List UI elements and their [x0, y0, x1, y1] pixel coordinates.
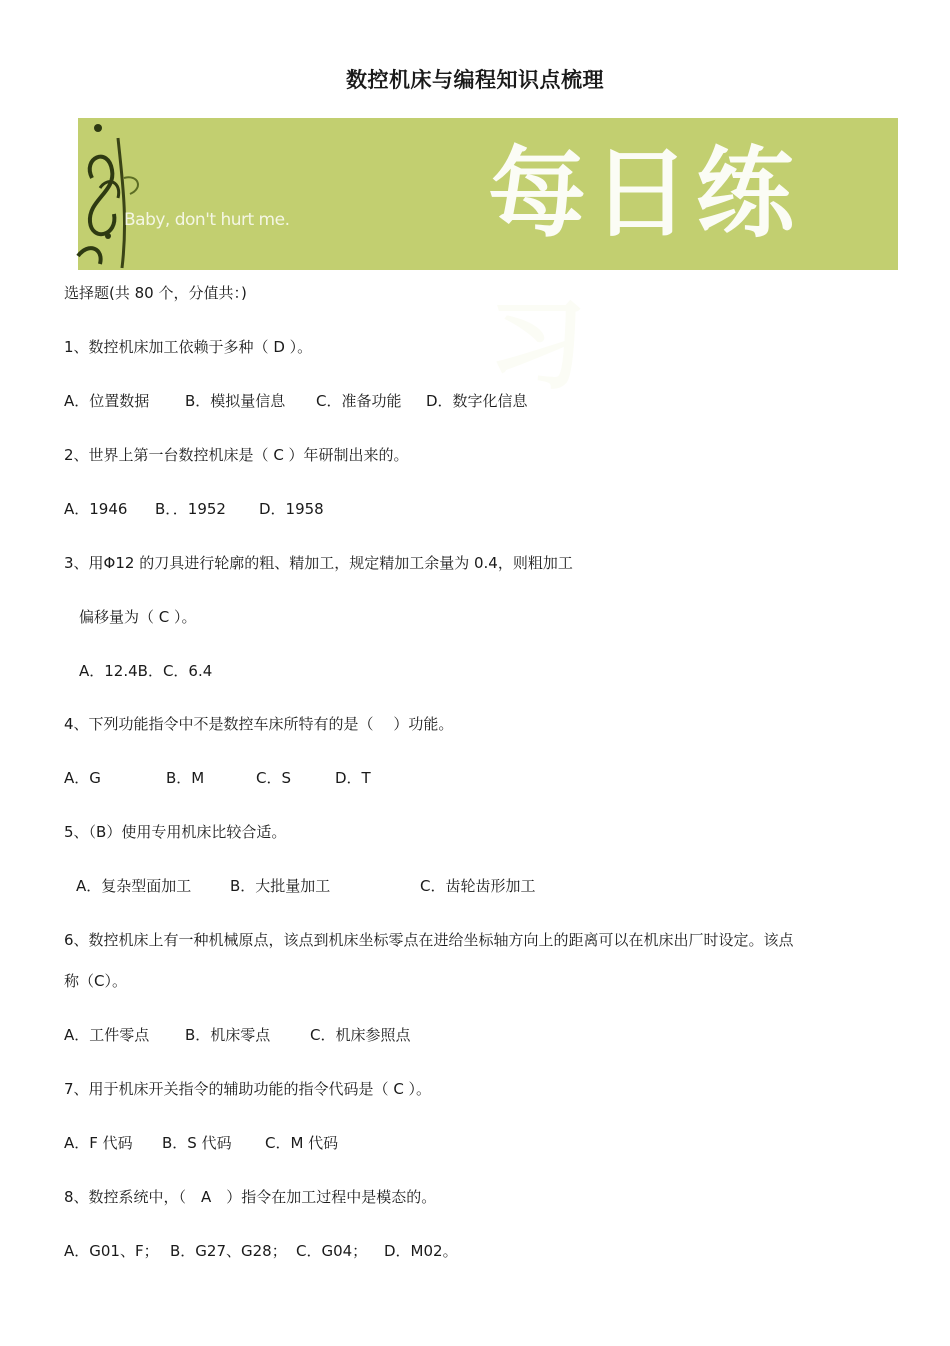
question-6-continued: 称（C）。: [64, 972, 127, 990]
q6-option-c: C．机床参照点: [310, 1026, 411, 1044]
q3-options: A．12.4B．C．6.4: [79, 662, 213, 680]
q6-option-a: A．工件零点: [64, 1026, 150, 1044]
q1-option-b: B．模拟量信息: [185, 392, 286, 410]
q2-option-d: D．1958: [259, 500, 324, 518]
q7-option-a: A．F 代码: [64, 1134, 133, 1152]
q1-option-a: A．位置数据: [64, 392, 150, 410]
question-2: 2、世界上第一台数控机床是（ C ）年研制出来的。: [64, 446, 409, 464]
banner-caption: Baby, don't hurt me.: [124, 210, 290, 230]
q5-option-c: C．齿轮齿形加工: [420, 877, 536, 895]
q5-option-a: A．复杂型面加工: [76, 877, 192, 895]
q6-option-b: B．机床零点: [185, 1026, 271, 1044]
question-1: 1、数控机床加工依赖于多种（ D ）。: [64, 338, 313, 356]
q4-option-c: C．S: [256, 769, 291, 787]
q8-option-b: B．G27、G28；: [170, 1242, 287, 1260]
q4-option-b: B．M: [166, 769, 205, 787]
question-5: 5、（B）使用专用机床比较合适。: [64, 823, 287, 841]
q8-option-d: D．M02。: [384, 1242, 458, 1260]
question-4: 4、下列功能指令中不是数控车床所特有的是（ ）功能。: [64, 715, 454, 733]
q2-option-a: A．1946: [64, 500, 128, 518]
q1-option-c: C．准备功能: [316, 392, 402, 410]
question-7: 7、用于机床开关指令的辅助功能的指令代码是（ C ）。: [64, 1080, 432, 1098]
question-3: 3、用Φ12 的刀具进行轮廓的粗、精加工，规定精加工余量为 0.4，则粗加工: [64, 554, 573, 572]
banner-headline: 每日练习: [488, 137, 801, 403]
q2-option-b: B．．1952: [155, 500, 226, 518]
question-3-continued: 偏移量为（ C ）。: [79, 608, 197, 626]
q7-option-b: B．S 代码: [162, 1134, 232, 1152]
question-6: 6、数控机床上有一种机械原点，该点到机床坐标零点在进给坐标轴方向上的距离可以在机床出厂时设定。该点: [64, 931, 794, 949]
q5-option-b: B．大批量加工: [230, 877, 331, 895]
q7-option-c: C．M 代码: [265, 1134, 339, 1152]
q8-option-c: C．G04；: [296, 1242, 368, 1260]
q4-option-d: D．T: [335, 769, 371, 787]
q8-option-a: A．G01、F；: [64, 1242, 159, 1260]
section-header: 选择题(共 80 个，分值共：): [64, 284, 247, 302]
q4-option-a: A．G: [64, 769, 101, 787]
question-8: 8、数控系统中，（ A ）指令在加工过程中是模态的。: [64, 1188, 437, 1206]
page-title: 数控机床与编程知识点梳理: [346, 68, 604, 92]
q1-option-d: D．数字化信息: [426, 392, 528, 410]
